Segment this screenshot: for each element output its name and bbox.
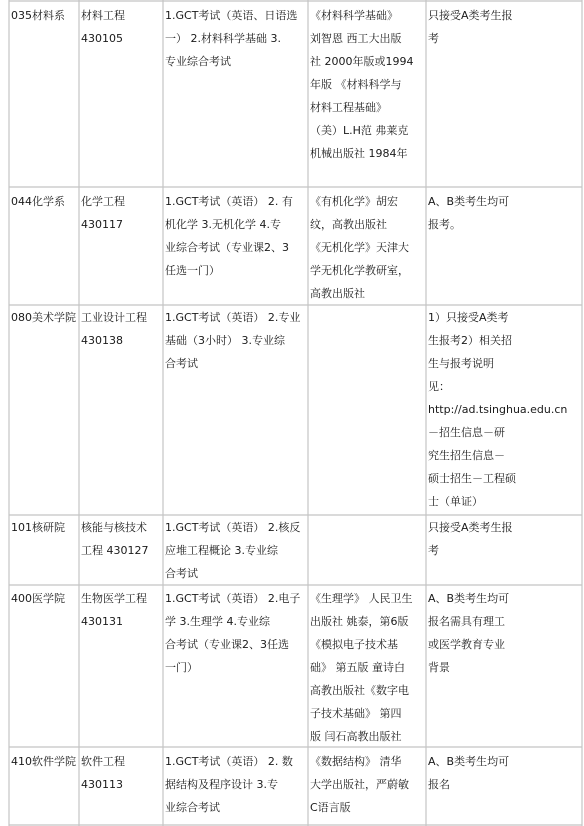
reference-books-cell: 《材料科学基础》 刘智恩 西工大出版 社 2000年版或1994 年版 《材料科学与 材料工程基础》 （美）L.H范 弗莱克 机械出版社 1984年: [310, 9, 414, 160]
reference-books-cell: 《生理学》 人民卫生 出版社 姚泰，第6版 《模拟电子技术基 础》 第五版 童诗白 高教出版社《数字电 子技术基础》 第四 版 闫石高教出版社: [310, 592, 413, 743]
remarks-cell: 1）只接受A类考 生报考2）相关招 生与报考说明 见： http://ad.tsinghua.edu.cn －招生信息－研 究生招生信息－ 硕士招生－工程硕 士（单证）: [428, 311, 568, 508]
major-cell: 材料工程 430105: [81, 9, 125, 45]
table-row: [0, 306, 584, 515]
department-cell: 400医学院: [11, 592, 65, 605]
table-row: [0, 750, 584, 825]
department-cell: 410软件学院: [11, 755, 76, 768]
department-cell: 080美术学院: [11, 311, 76, 324]
major-cell: 化学工程 430117: [81, 195, 125, 231]
table-row: [0, 190, 584, 305]
department-cell: 101核研院: [11, 521, 65, 534]
department-cell: 044化学系: [11, 195, 65, 208]
reference-books-cell: 《有机化学》胡宏 纹，高教出版社 《无机化学》天津大 学无机化学教研室， 高教出版社: [310, 195, 409, 300]
remarks-cell: 只接受A类考生报 考: [428, 521, 513, 557]
major-cell: 生物医学工程 430131: [81, 592, 147, 628]
remarks-cell: A、B类考生均可 报名: [428, 755, 510, 791]
reference-books-cell: 《数据结构》 清华 大学出版社，严蔚敏 C语言版: [310, 755, 409, 814]
exam-subjects-cell: 1.GCT考试（英语） 2.专业 基础（3小时） 3.专业综 合考试: [165, 311, 301, 370]
exam-subjects-cell: 1.GCT考试（英语、日语选 一） 2.材料科学基础 3. 专业综合考试: [165, 9, 298, 68]
exam-subjects-cell: 1.GCT考试（英语） 2. 数 据结构及程序设计 3.专 业综合考试: [165, 755, 293, 814]
major-cell: 核能与核技术 工程 430127: [81, 521, 149, 557]
table-row: [0, 587, 584, 747]
exam-subjects-cell: 1.GCT考试（英语） 2.核反 应堆工程概论 3.专业综 合考试: [165, 521, 301, 580]
department-cell: 035材料系: [11, 9, 65, 22]
remarks-cell: A、B类考生均可 报考。: [428, 195, 510, 231]
exam-subjects-cell: 1.GCT考试（英语） 2.电子 学 3.生理学 4.专业综 合考试（专业课2、3任选 一门）: [165, 592, 301, 674]
remarks-cell: A、B类考生均可 报名需具有理工 或医学教育专业 背景: [428, 592, 510, 674]
major-cell: 软件工程 430113: [81, 755, 125, 791]
remarks-cell: 只接受A类考生报 考: [428, 9, 513, 45]
major-cell: 工业设计工程 430138: [81, 311, 147, 347]
exam-subjects-cell: 1.GCT考试（英语） 2. 有 机化学 3.无机化学 4.专 业综合考试（专业课2、3 任选一门）: [165, 195, 293, 277]
table-row: [0, 516, 584, 585]
table-row: [0, 4, 584, 187]
